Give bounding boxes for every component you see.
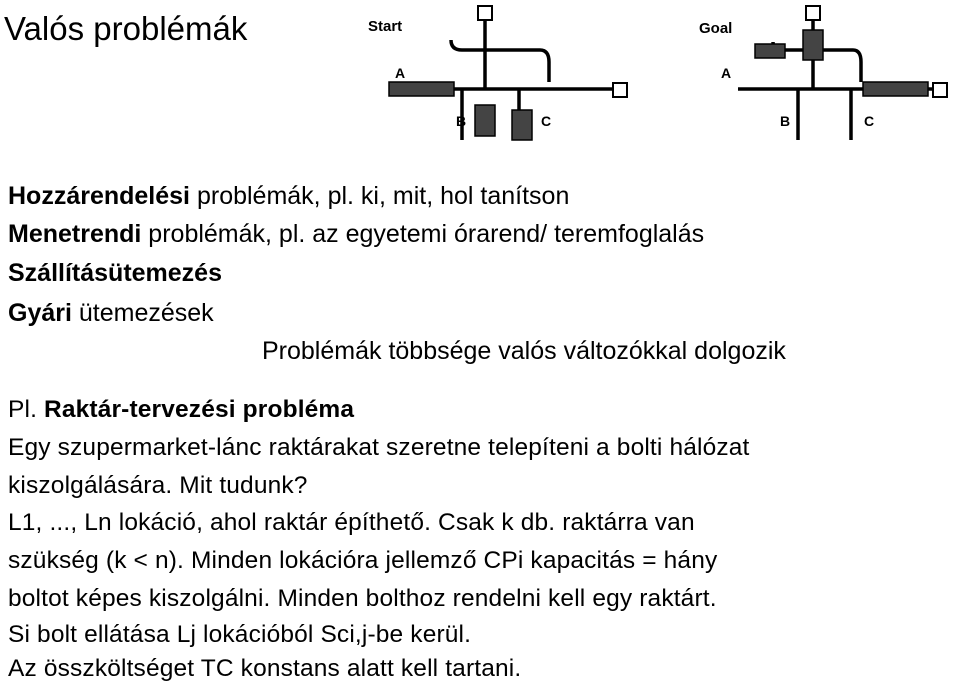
list-item-text: problémák, pl. ki, mit, hol tanítson (190, 182, 570, 210)
goal-label-b: B (780, 113, 791, 129)
example-line: kiszolgálására. Mit tudunk? (8, 472, 308, 499)
list-item-bold: Gyári (8, 299, 72, 327)
example-line: Egy szupermarket-lánc raktárakat szeretne telepíteni a bolti hálózat (8, 434, 750, 461)
start-end-right (613, 83, 627, 97)
start-label: Start (368, 18, 403, 35)
example-heading (8, 396, 354, 424)
list-item-text: ütemezések (71, 299, 214, 327)
example-line: boltot képes kiszolgálni. Minden bolthoz rendelni kell egy raktárt. (8, 585, 717, 612)
goal-car-b (755, 44, 785, 58)
list-item-text: problémák, pl. az egyetemi órarend/ teremfoglalás (141, 220, 705, 248)
list-item (8, 299, 214, 328)
goal-label-c: C (864, 113, 875, 129)
goal-diagram (693, 0, 960, 150)
goal-car-c (803, 30, 823, 60)
example-line: Si bolt ellátása Lj lokációból Sci,j-be kerül. (8, 621, 472, 648)
example-line: Az összköltséget TC konstans alatt kell tartani. (8, 655, 522, 682)
example-title: Raktár-tervezési probléma (44, 396, 355, 423)
page-title: Valós problémák (4, 10, 248, 47)
start-label-a: A (395, 65, 406, 81)
goal-car-a (863, 82, 928, 96)
list-item (8, 259, 222, 288)
list-item-bold: Szállításütemezés (8, 259, 222, 287)
start-diagram (365, 0, 655, 150)
goal-label: Goal (699, 20, 733, 37)
start-end-top (478, 6, 492, 20)
start-car-a (389, 82, 454, 96)
list-item (8, 220, 704, 249)
example-prefix: Pl. (8, 396, 44, 423)
start-label-b: B (456, 113, 467, 129)
note: Problémák többsége valós változókkal dolgozik (262, 337, 786, 365)
list-item-bold: Menetrendi (8, 220, 142, 248)
start-car-b (475, 105, 495, 136)
start-label-c: C (541, 113, 552, 129)
goal-end-right (933, 83, 947, 97)
example-line: szükség (k < n). Minden lokációra jellemző CPi kapacitás = hány (8, 547, 718, 574)
list-item (8, 182, 569, 211)
start-car-c (512, 110, 532, 140)
example-line: L1, ..., Ln lokáció, ahol raktár építhető. Csak k db. raktárra van (8, 509, 695, 536)
list-item-bold: Hozzárendelési (8, 182, 191, 210)
goal-label-a: A (721, 65, 732, 81)
goal-end-top (806, 6, 820, 20)
